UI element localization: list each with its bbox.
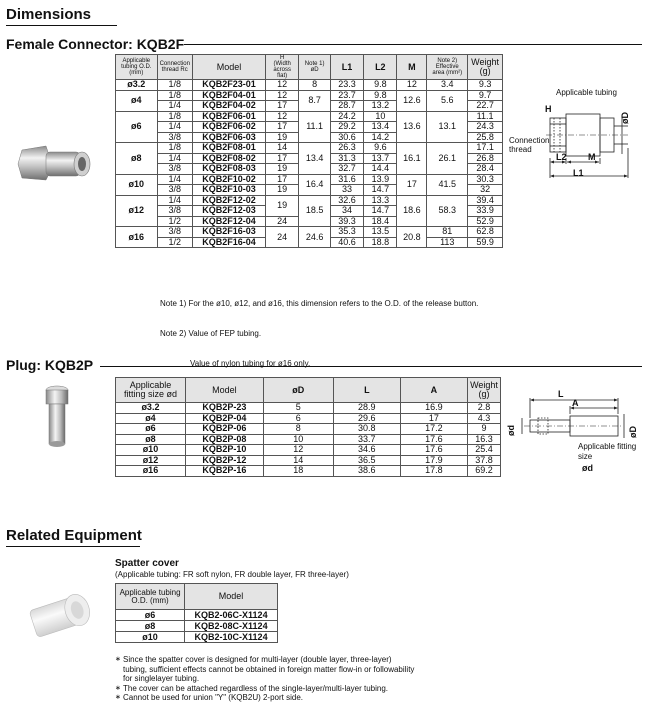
table-row [116,143,503,154]
cell-weight: 25.8 [468,132,503,143]
cell-thread: 3/8 [157,206,192,217]
cell-od: ø8 [116,621,185,632]
table-row [116,227,503,238]
cell-m: 18.6 [397,195,427,227]
cell-m: 20.8 [397,227,427,248]
cell-size: ø16 [116,227,158,248]
note-bullet: ∗ Cannot be used for union "Y" (KQB2U) 2-port side. [115,693,415,703]
cell-model: KQB2F06-03 [192,132,265,143]
cell-l1: 29.2 [330,122,363,133]
cell-h: 24 [266,216,299,227]
header-d [299,55,331,80]
cell-model: KQB2P-08 [185,434,263,445]
cell-area: 81 [427,227,468,238]
header-d: øD [263,378,333,403]
cell-l2: 13.2 [364,101,397,112]
cell-l2: 9.6 [364,143,397,154]
cell-l1: 28.7 [330,101,363,112]
header-fitting-size: Applicable fitting size ød [116,378,186,403]
cell-l1: 32.6 [330,195,363,206]
female-spec-table [115,54,503,248]
cell-l2: 9.8 [364,90,397,101]
note-bullet: ∗ Since the spatter cover is designed for multi-layer (double layer, three-layer) tubing, sufficient effects cannot be obtained in foreign matter flow-in or followability for singlelayer tubing. [115,655,415,684]
cell-thread: 1/4 [157,174,192,185]
female-notes [160,279,478,379]
cell-d: 16.4 [299,174,331,195]
cell-weight: 62.8 [468,227,503,238]
cell-a: 17.8 [400,466,467,477]
cell-weight: 4.3 [467,413,500,424]
cell-l1: 23.7 [330,90,363,101]
cell-l1: 30.6 [330,132,363,143]
cell-weight: 17.1 [468,143,503,154]
cell-d: 5 [263,403,333,414]
cell-h: 12 [266,80,299,91]
cell-d: 6 [263,413,333,424]
header-m: M [397,55,427,80]
cell-area: 13.1 [427,111,468,143]
h-dimension-label: H [545,104,552,114]
header-a: A [400,378,467,403]
cell-model: KQB2F04-01 [192,90,265,101]
cell-model: KQB2P-16 [185,466,263,477]
table-row [116,621,278,632]
cell-area: 41.5 [427,174,468,195]
cell-size: ø4 [116,90,158,111]
cell-h: 12 [266,90,299,101]
note-bullet: ∗ The cover can be attached regardless of the single-layer/multi-layer tubing. [115,684,415,694]
cell-m: 16.1 [397,143,427,175]
cell-l1: 23.3 [330,80,363,91]
cell-model: KQB2-06C-X1124 [185,610,278,621]
cell-model: KQB2F10-03 [192,185,265,196]
cell-a: 17.6 [400,445,467,456]
cell-h: 17 [266,153,299,164]
cell-thread: 1/8 [157,143,192,154]
cell-model: KQB2-08C-X1124 [185,621,278,632]
cell-l1: 34 [330,206,363,217]
table-row [116,90,503,101]
cell-h: 19 [266,164,299,175]
cell-m: 12.6 [397,90,427,111]
cell-h: 24 [266,227,299,248]
cell-weight: 32 [468,185,503,196]
header-l: L [333,378,400,403]
cell-size: ø4 [116,413,186,424]
d-dimension-label: øD [620,112,630,124]
cell-l1: 33 [330,185,363,196]
female-section-rule [184,44,642,45]
cell-model: KQB2P-12 [185,455,263,466]
cell-l2: 18.8 [364,237,397,248]
cell-weight: 28.4 [468,164,503,175]
cell-weight: 26.8 [468,153,503,164]
cell-weight: 30.3 [468,174,503,185]
cell-d: 18 [263,466,333,477]
cell-od: ø6 [116,610,185,621]
spatter-cover-title: Spatter cover [115,558,179,569]
spatter-cover-photo [22,585,102,645]
cell-h: 17 [266,174,299,185]
cell-area: 3.4 [427,80,468,91]
note-2: Note 2) Value of FEP tubing. [160,329,262,338]
cell-h: 17 [266,122,299,133]
cell-h: 19 [266,132,299,143]
cell-d: 8.7 [299,90,331,111]
cell-weight: 24.3 [468,122,503,133]
cell-l: 29.6 [333,413,400,424]
header-h-label: H [280,55,285,61]
spatter-cover-desc: (Applicable tubing: FR soft nylon, FR double layer, FR three-layer) [115,570,349,579]
plug-section-title: Plug: KQB2P [6,357,94,373]
cell-thread: 1/8 [157,80,192,91]
header-h [266,55,299,80]
header-area-label: Effective area (mm²) [432,64,463,76]
cell-l2: 14.2 [364,132,397,143]
title-underline [6,25,117,26]
header-weight: Weight (g) [468,55,503,80]
cell-weight: 9.3 [468,80,503,91]
cell-model: KQB2F04-02 [192,101,265,112]
cell-l: 36.5 [333,455,400,466]
plug-section-rule [100,366,642,367]
cell-a: 17 [400,413,467,424]
cell-weight: 11.1 [468,111,503,122]
cell-thread: 1/8 [157,111,192,122]
l1-dimension-label: L1 [573,168,584,178]
cell-l2: 13.4 [364,122,397,133]
cell-model: KQB2F12-04 [192,216,265,227]
cell-size: ø6 [116,111,158,143]
fitting-size-label: Applicable fitting size [578,442,637,461]
table-row [116,445,501,456]
cell-thread: 1/4 [157,122,192,133]
cell-thread: 3/8 [157,132,192,143]
header-d-label: øD [310,67,319,73]
cell-area: 113 [427,237,468,248]
cell-model: KQB2F08-01 [192,143,265,154]
female-section-title: Female Connector: KQB2F [6,36,185,52]
a-dimension-label: A [572,398,579,408]
cell-l2: 9.8 [364,80,397,91]
plug-photo [44,384,70,450]
cell-l2: 14.4 [364,164,397,175]
cell-m: 13.6 [397,111,427,143]
related-section-title: Related Equipment [6,527,142,544]
l2-dimension-label: L2 [556,152,567,162]
header-tubing-od: Applicable tubing O.D. (mm) [116,55,158,80]
cell-l2: 13.5 [364,227,397,238]
cell-model: KQB2P-23 [185,403,263,414]
spatter-cover-notes [115,655,415,703]
cell-thread: 3/8 [157,164,192,175]
thread-label: Connection thread [509,136,550,154]
table-row [116,413,501,424]
cell-l2: 10 [364,111,397,122]
header-d-note: Note 1) [304,61,325,67]
header-tubing-od: Applicable tubing O.D. (mm) [116,584,185,610]
tubing-label: Applicable tubing [556,88,617,97]
spatter-cover-table [115,583,278,643]
cell-l1: 32.7 [330,164,363,175]
cell-thread: 1/2 [157,237,192,248]
cell-weight: 9 [467,424,500,435]
cell-m: 17 [397,174,427,195]
cell-a: 17.9 [400,455,467,466]
cell-h: 12 [266,111,299,122]
cell-d: 8 [299,80,331,91]
header-h-sub: (Width across flat) [273,61,292,79]
table-row [116,632,278,643]
cell-size: ø8 [116,434,186,445]
cell-d: 8 [263,424,333,435]
header-area-note: Note 2) [437,58,458,64]
cell-thread: 1/8 [157,90,192,101]
cell-weight: 52.9 [468,216,503,227]
cell-thread: 1/2 [157,216,192,227]
cell-weight: 33.9 [468,206,503,217]
table-row [116,80,503,91]
cell-l1: 40.6 [330,237,363,248]
cell-l2: 14.7 [364,185,397,196]
cell-l2: 13.7 [364,153,397,164]
cell-od: ø10 [116,632,185,643]
page-title: Dimensions [6,6,92,23]
header-l2: L2 [364,55,397,80]
cell-model: KQB2F23-01 [192,80,265,91]
cell-model: KQB2F12-03 [192,206,265,217]
cell-model: KQB2F06-02 [192,122,265,133]
od-dimension-label: ød [506,425,516,436]
cell-l1: 35.3 [330,227,363,238]
cell-l1: 26.3 [330,143,363,154]
female-dimension-drawing [540,96,630,186]
cell-model: KQB2F08-02 [192,153,265,164]
cell-size: ø3.2 [116,80,158,91]
cell-model: KQB2F12-02 [192,195,265,206]
cell-area: 5.6 [427,90,468,111]
table-row [116,111,503,122]
note-3: Value of nylon tubing for ø16 only. [190,359,311,368]
cell-a: 17.6 [400,434,467,445]
cell-d: 10 [263,434,333,445]
table-row [116,403,501,414]
cell-size: ø10 [116,445,186,456]
cell-model: KQB2F16-04 [192,237,265,248]
cell-model: KQB2F06-01 [192,111,265,122]
cell-size: ø12 [116,455,186,466]
cell-area: 26.1 [427,143,468,175]
cell-a: 17.2 [400,424,467,435]
header-connection-thread: Connection thread Rc [157,55,192,80]
cell-h: 17 [266,101,299,112]
cell-size: ø10 [116,174,158,195]
cell-model: KQB2P-06 [185,424,263,435]
header-weight: Weight (g) [467,378,500,403]
l-dimension-label: L [558,389,564,399]
cell-d: 12 [263,445,333,456]
cell-h: 19 [266,185,299,196]
cell-size: ø12 [116,195,158,227]
table-row [116,455,501,466]
cell-weight: 16.3 [467,434,500,445]
table-row [116,610,278,621]
header-model: Model [185,584,278,610]
related-section-rule [6,546,140,547]
cell-l1: 31.6 [330,174,363,185]
cell-thread: 1/4 [157,153,192,164]
cell-weight: 37.8 [467,455,500,466]
cell-l1: 39.3 [330,216,363,227]
cell-model: KQB2F08-03 [192,164,265,175]
cell-model: KQB2-10C-X1124 [185,632,278,643]
cell-d: 24.6 [299,227,331,248]
cell-d: 11.1 [299,111,331,143]
cell-d: 18.5 [299,195,331,227]
table-row [116,466,501,477]
oD-dimension-label: øD [628,426,638,438]
cell-weight: 25.4 [467,445,500,456]
table-row [116,174,503,185]
cell-thread: 3/8 [157,185,192,196]
table-row [116,424,501,435]
table-row [116,434,501,445]
cell-h: 14 [266,143,299,154]
cell-weight: 39.4 [468,195,503,206]
cell-l2: 18.4 [364,216,397,227]
cell-weight: 59.9 [468,237,503,248]
fitting-size-d-label: ød [582,463,593,473]
cell-thread: 1/4 [157,101,192,112]
cell-d: 14 [263,455,333,466]
cell-weight: 69.2 [467,466,500,477]
cell-l1: 24.2 [330,111,363,122]
cell-model: KQB2P-10 [185,445,263,456]
plug-spec-table [115,377,501,477]
cell-model: KQB2F10-02 [192,174,265,185]
table-row [116,195,503,206]
cell-size: ø3.2 [116,403,186,414]
cell-model: KQB2F16-03 [192,227,265,238]
note-1: Note 1) For the ø10, ø12, and ø16, this dimension refers to the O.D. of the release button. [160,299,479,308]
cell-l: 33.7 [333,434,400,445]
m-dimension-label: M [588,152,596,162]
cell-weight: 2.8 [467,403,500,414]
header-effective-area [427,55,468,80]
cell-a: 16.9 [400,403,467,414]
cell-l2: 13.3 [364,195,397,206]
cell-d: 13.4 [299,143,331,175]
cell-size: ø6 [116,424,186,435]
female-connector-photo [16,138,96,188]
cell-m: 12 [397,80,427,91]
header-l1: L1 [330,55,363,80]
cell-l1: 31.3 [330,153,363,164]
cell-l2: 13.9 [364,174,397,185]
cell-model: KQB2P-04 [185,413,263,424]
cell-l: 38.6 [333,466,400,477]
cell-l: 30.8 [333,424,400,435]
cell-weight: 9.7 [468,90,503,101]
cell-l: 28.9 [333,403,400,414]
header-model: Model [185,378,263,403]
cell-area: 58.3 [427,195,468,227]
cell-l2: 14.7 [364,206,397,217]
cell-h: 19 [266,195,299,216]
header-model: Model [192,55,265,80]
cell-thread: 1/4 [157,195,192,206]
cell-size: ø16 [116,466,186,477]
cell-weight: 22.7 [468,101,503,112]
cell-size: ø8 [116,143,158,175]
cell-l: 34.6 [333,445,400,456]
cell-thread: 3/8 [157,227,192,238]
